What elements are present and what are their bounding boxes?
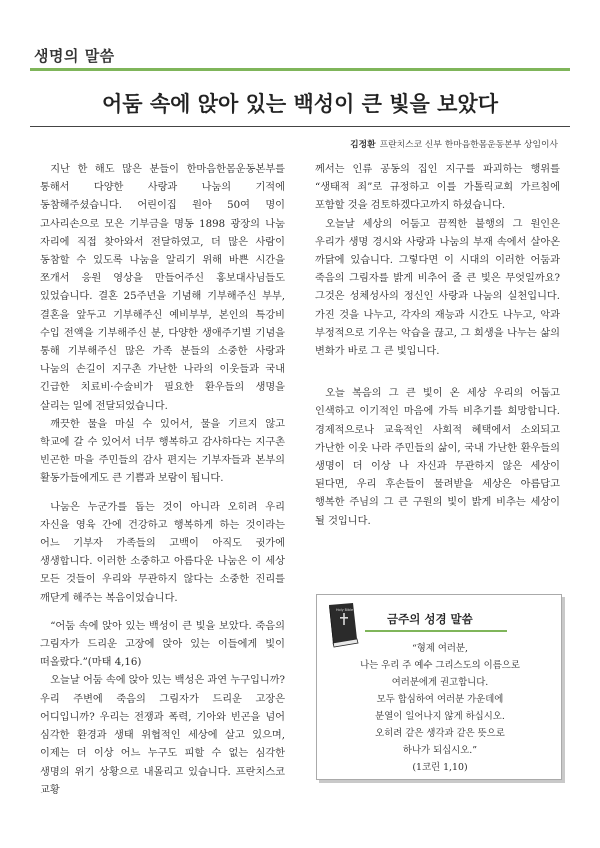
scripture-box <box>316 594 562 780</box>
paragraph: 오늘날 세상의 어둠고 끔찍한 불행의 그 원인은 우리가 생명 경시와 사랑과 나눔의 부재 속에서 살아온 까닭에 있습니다. 그렇다면 이 시대의 이러한 어둠과 죽음의 그림자를 밝게 비추어 줄 큰 빛은 무엇일까요? 그것은 성체성사의 정신인 사랑과 나눔의 실천입니다. 가진 것을 나누고, 각자의 재능과 시간도 나누고, 악과 부정적으로 기우는 악습을 끊고, 그 희생을 나누는 삶의 변화가 바로 그 큰 빛입니다. <box>315 218 560 358</box>
paragraph: 지난 한 해도 많은 분들이 한마음한몸운동본부를 통해서 다양한 사랑과 나눔의 기적에 동참해주셨습니다. 어린이집 원아 50여 명이 고사리손으로 모은 기부금을 명동 1898 광장의 나눔 자리에 직접 찾아와서 전달하였고, 더 많은 사람이 동참할 수 있도록 나눔을 알리기 위해 바쁜 시간을 쪼개서 응원 영상을 만들어주신 홍보대사님들도 있었습니다. 결혼 25주년을 기념해 기부해주신 부부, 결혼을 앞두고 기부해주신 예비부부, 본인의 특강비 수입 전액을 기부해주신 분, 다양한 생애주기별 기념을 통해 기부해주신 많은 가족 분들의 소중한 사랑과 나눔의 손길이 지구촌 가난한 나라의 이웃들과 국내 긴급한 치료비·수술비가 필요한 환우들의 생명을 살리는 일에 전달되었습니다. <box>40 164 285 412</box>
byline-role: 프란치스코 신부 한마음한몸운동본부 상임이사 <box>379 140 558 150</box>
verse-reference: (1코린 1,10) <box>412 762 468 773</box>
article-column-right <box>315 161 560 531</box>
scripture-verse <box>321 640 559 776</box>
scripture-title: 금주의 성경 말씀 <box>387 612 473 626</box>
paragraph: 께서는 인류 공동의 집인 지구를 파괴하는 행위를 “생태적 죄”로 규정하고 이를 가톨릭교회 가르침에 포함할 것을 검토하겠다고까지 하셨습니다. <box>315 164 560 212</box>
verse-line: 모두 합심하여 여러분 가운데에 <box>376 694 504 705</box>
bible-icon-label: Holy Bible <box>336 608 354 612</box>
verse-line: 오히려 같은 생각과 같은 뜻으로 <box>375 728 505 739</box>
section-header <box>30 42 570 72</box>
verse-line: 여러분에게 권고합니다. <box>391 677 489 688</box>
section-rule <box>30 68 570 71</box>
paragraph: 깨끗한 물을 마실 수 있어서, 물을 기르지 않고 학교에 갈 수 있어서 너무 행복하고 감사하다는 지구촌 빈곤한 마을 주민들의 감사 편지는 기부자들과 본부의 활동가들에게도 큰 기쁨과 보람이 됩니다. <box>40 418 285 485</box>
section-title: 생명의 말씀 <box>34 47 115 65</box>
verse-line: 하나가 되십시오.” <box>402 745 478 756</box>
scripture-quote: “어둠 속에 앉아 있는 백성이 큰 빛을 보았다. 죽음의 그림자가 드리운 고장에 앉아 있는 이들에게 빛이 떠올랐다.”(마태 4,16) <box>40 620 285 669</box>
paragraph: 나눔은 누군가를 돕는 것이 아니라 오히려 우리 자신을 영육 간에 건강하고 행복하게 하는 것이라는 어느 기부자 가족들의 고백이 아직도 귓가에 생생합니다. 이러한 소중하고 아름다운 나눔은 이 세상 모든 것들이 우리와 무관하지 않다는 소중한 진리를 깨닫게 해주는 복음이었습니다. <box>40 501 285 604</box>
scripture-title-rule <box>365 630 507 632</box>
verse-line: 나는 우리 주 예수 그리스도의 이름으로 <box>360 660 520 671</box>
paragraph: 오늘 복음의 그 큰 빛이 온 세상 우리의 어둡고 인색하고 이기적인 마음에 가득 비추기를 희망합니다. 경제적으로나 교육적인 사회적 혜택에서 소외되고 가난한 이웃 나라 주민들의 삶이, 국내 가난한 환우들의 생명이 더 이상 나 자신과 무관하지 않은 세상이 된다면, 우리 후손들이 물려받을 세상은 아름답고 행복한 주님의 그 큰 구원의 빛이 밝게 비추는 세상이 될 것입니다. <box>315 388 560 527</box>
article-title: 어둠 속에 앉아 있는 백성이 큰 빛을 보았다 <box>101 91 499 116</box>
byline <box>350 137 558 150</box>
article-column-left <box>40 161 285 800</box>
byline-author: 김정환 <box>350 140 376 150</box>
title-divider <box>30 126 570 127</box>
verse-line: “형제 여러분, <box>411 643 469 654</box>
paragraph: 오늘날 어둠 속에 앉아 있는 백성은 과연 누구입니까? 우리 주변에 죽음의 그림자가 드리운 고장은 어디입니까? 우리는 전쟁과 폭력, 기아와 빈곤을 넘어 심각한 환경과 생태 위협적인 세상에 살고 있으며, 이제는 더 이상 어느 누구도 피할 수 없는 심각한 생명의 위기 상황으로 내몰리고 있습니다. 프란치스코 교황 <box>40 675 285 796</box>
verse-line: 분열이 일어나지 않게 하십시오. <box>375 711 505 722</box>
